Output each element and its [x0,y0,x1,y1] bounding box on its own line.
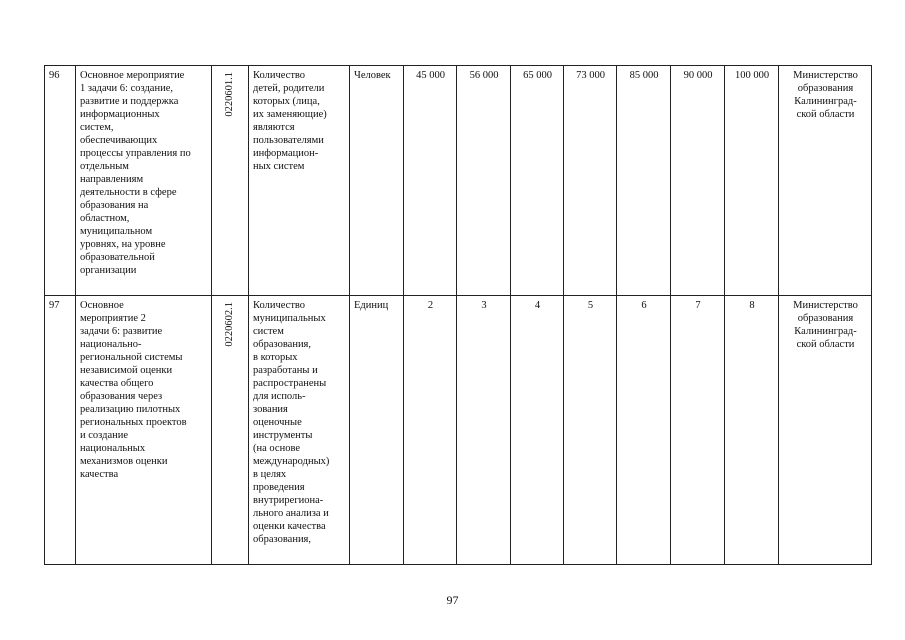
value-cell: 85 000 [617,66,671,296]
value-cell: 56 000 [457,66,511,296]
executor-cell: Министерство образования Калининград- ской области [779,296,872,565]
indicator-cell: Количество детей, родители которых (лица, их заменяющие) являются пользователями информацион- ных систем [249,66,350,296]
value-cell: 100 000 [725,66,779,296]
value-cell: 2 [404,296,457,565]
value-cell: 45 000 [404,66,457,296]
measure-cell: Основное мероприятие 2 задачи 6: развитие национально- региональной системы независимой оценки качества общего образования через реализацию пилотных региональных проектов и создание национальных механизмов оценки качества [76,296,212,565]
table-row [45,296,872,565]
indicator-cell: Количество муниципальных систем образования, в которых разработаны и распространены для исполь- зования оценочные инструменты (на основе международных) в целях проведения внутрирегиона- льного анализа и оценки качества образования, [249,296,350,565]
unit-cell: Единиц [350,296,404,565]
budget-code: 0220602.1 [224,302,235,347]
row-number: 97 [45,296,76,565]
table-row [45,66,872,296]
row-number: 96 [45,66,76,296]
value-cell: 3 [457,296,511,565]
value-cell: 8 [725,296,779,565]
value-cell: 7 [671,296,725,565]
program-table [44,65,872,565]
value-cell: 6 [617,296,671,565]
value-cell: 90 000 [671,66,725,296]
executor-cell: Министерство образования Калининград- ской области [779,66,872,296]
code-cell [212,66,249,296]
value-cell: 65 000 [511,66,564,296]
value-cell: 5 [564,296,617,565]
measure-cell: Основное мероприятие 1 задачи 6: создание, развитие и поддержка информационных систем, обеспечивающих процессы управления по отдельным направлениям деятельности в сфере образования на областном, муниципальном уровнях, на уровне образовательной организации [76,66,212,296]
unit-cell: Человек [350,66,404,296]
code-cell [212,296,249,565]
budget-code: 0220601.1 [224,72,235,117]
value-cell: 73 000 [564,66,617,296]
value-cell: 4 [511,296,564,565]
page-number: 97 [446,593,459,607]
